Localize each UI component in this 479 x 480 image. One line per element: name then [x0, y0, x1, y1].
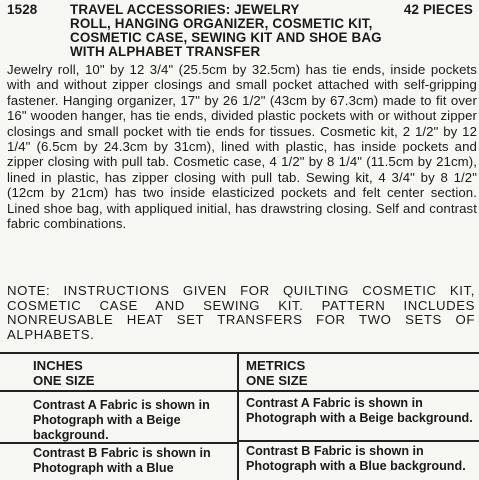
metrics-contrast-a: Contrast A Fabric is shown in Photograph with a Beige background. [246, 396, 473, 426]
pattern-number: 1528 [7, 2, 38, 17]
pattern-title-line-1: TRAVEL ACCESSORIES: JEWELRY [70, 2, 300, 17]
inches-contrast-a: Contrast A Fabric is shown in Photograph with a Beige background. [33, 398, 210, 443]
table-header-rule [0, 390, 479, 392]
inches-size-label: ONE SIZE [33, 373, 95, 388]
pattern-note: NOTE: INSTRUCTIONS GIVEN FOR QUILTING COSMETIC KIT, COSMETIC CASE AND SEWING KIT. PATTERN INCLUDES NONREUSABLE HEAT SET TRANSFERS FOR TWO SETS OF ALPHABETS. [7, 283, 475, 342]
pattern-description [7, 62, 477, 231]
table-top-rule [0, 352, 479, 354]
inches-header-label: INCHES [33, 358, 83, 373]
pattern-title-line-4: WITH ALPHABET TRANSFER [70, 44, 261, 59]
inches-row-rule [0, 442, 237, 444]
metrics-size-label: ONE SIZE [246, 373, 308, 388]
description-text: Jewelry roll, 10" by 12 3/4" (25.5cm by 32.5cm) has tie ends, inside pockets with and without zipper closings and small pocket attached with self-gripping fastener. Hanging organizer, 17" by 26 1/2" (43cm by 67.3cm) made to fit over 16" wooden hanger, has tie ends, divided plastic pockets with or without zipper closings and small pocket with tie ends for tissues. Cosmetic kit, 2 1/2" by 12 1/4" (6.5cm by 24.3cm by 31cm), lined with plastic, has inside pockets and zipper closing with pull tab. Cosmetic case, 4 1/2" by 8 1/4" (11.5cm by 21cm), lined in plastic, has zipper closing with pull tab. Sewing kit, 4 3/4" by 8 1/2" (12cm by 21cm) has two inside elasticized pockets and felt center section. Lined shoe bag, with appliqued initial, has drawstring closing. Self and contrast fabric combinations. [7, 62, 477, 232]
fabric-table [0, 352, 479, 480]
inches-header [33, 358, 233, 388]
inches-contrast-b: Contrast B Fabric is shown in Photograph with a Blue [33, 446, 211, 476]
metrics-row-rule [239, 440, 479, 442]
metrics-header [246, 358, 476, 388]
pattern-title-line-3: COSMETIC CASE, SEWING KIT AND SHOE BAG [70, 30, 382, 45]
piece-count: 42 PIECES [403, 2, 473, 17]
table-column-divider [237, 352, 239, 480]
metrics-contrast-b: Contrast B Fabric is shown in Photograph with a Blue background. [246, 444, 466, 474]
metrics-header-label: METRICS [246, 358, 306, 373]
pattern-title-line-2: ROLL, HANGING ORGANIZER, COSMETIC KIT, [70, 16, 373, 31]
